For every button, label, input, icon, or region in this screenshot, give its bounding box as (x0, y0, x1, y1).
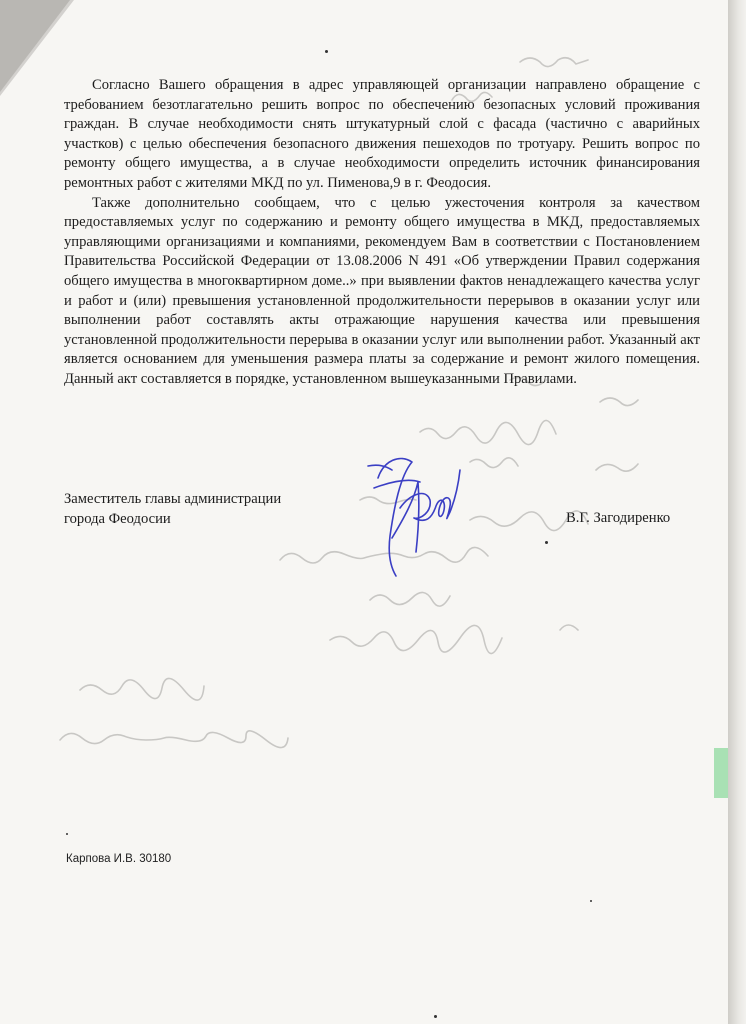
paragraph-1: Согласно Вашего обращения в адрес управляющей организации направлено обращение с требованием безотлагательно решить вопрос по обеспечению безопасных условий проживания граждан. В случае необходимости снять штукатурный слой с фасада (частично с аварийных участков) с целью обеспечения безопасного движения пешеходов по тротуару. Решить вопрос по ремонту общего имущества, а в случае необходимости определить источник финансирования ремонтных работ с жителями МКД по ул. Пименова,9 в г. Феодосия. (64, 77, 700, 191)
green-sticky-tab (714, 748, 728, 798)
page-edge-shadow (728, 0, 746, 1024)
signatory-position-line-2: города Феодосии (64, 510, 171, 527)
signatory-name: В.Г. Загодиренко (566, 510, 671, 526)
speck (545, 541, 548, 544)
handwritten-signature (360, 448, 470, 588)
speck (434, 1015, 437, 1018)
signatory-position (64, 490, 281, 529)
letter-body (64, 76, 700, 390)
speck (590, 900, 592, 902)
speck (325, 50, 328, 53)
speck (66, 833, 68, 835)
executor-line: Карпова И.В. 30180 (66, 853, 172, 865)
signatory-position-line-1: Заместитель главы администрации (64, 491, 282, 507)
paragraph-2: Также дополнительно сообщаем, что с целью ужесточения контроля за качеством предоставляемых услуг по содержанию и ремонту общего имущества в МКД, предоставляемых управляющими организациями и компаниями, рекомендуем Вам в соответствии с Постановлением Правительства Российской Федерации от 13.08.2006 N 491 «Об утверждении Правил содержания общего имущества в многоквартирном доме..» при выявлении фактов ненадлежащего качества услуг и работ и (или) превышения установленной продолжительности перерывов в оказании услуг или выполнении работ составлять акты отражающие нарушения качества или превышения установленной продолжительности перерыва в оказании услуг или выполнении работ. Указанный акт является основанием для уменьшения размера платы за содержание и ремонт жилого помещения. Данный акт составляется в порядке, установленном вышеуказанными Правилами. (64, 194, 700, 387)
